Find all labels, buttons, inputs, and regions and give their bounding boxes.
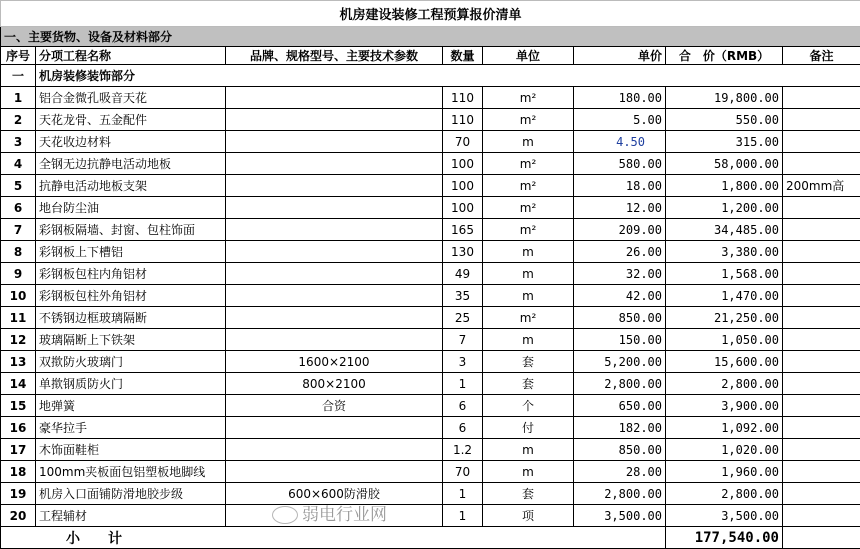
- cell-total: 1,050.00: [666, 329, 783, 351]
- cell-note: [783, 373, 860, 395]
- cell-spec: [226, 417, 443, 439]
- cell-no: 5: [1, 175, 36, 197]
- cell-unit: 套: [483, 351, 574, 373]
- header-unit: 单位: [483, 47, 574, 65]
- cell-price: 28.00: [574, 461, 666, 483]
- cell-total: 21,250.00: [666, 307, 783, 329]
- cell-price: 2,800.00: [574, 483, 666, 505]
- table-row: [1, 241, 860, 263]
- cell-spec: 800×2100: [226, 373, 443, 395]
- cell-unit: m²: [483, 175, 574, 197]
- cell-total: 3,380.00: [666, 241, 783, 263]
- cell-name: 全钢无边抗静电活动地板: [36, 153, 226, 175]
- table-row: [1, 373, 860, 395]
- cell-spec: [226, 439, 443, 461]
- table-row: [1, 439, 860, 461]
- cell-no: 15: [1, 395, 36, 417]
- cell-total: 1,470.00: [666, 285, 783, 307]
- cell-spec: [226, 87, 443, 109]
- cell-name: 玻璃隔断上下铁架: [36, 329, 226, 351]
- cell-total: 1,800.00: [666, 175, 783, 197]
- cell-name: 单揿钢质防火门: [36, 373, 226, 395]
- cell-no: 20: [1, 505, 36, 527]
- cell-spec: 1600×2100: [226, 351, 443, 373]
- cell-spec: [226, 153, 443, 175]
- cell-qty: 130: [443, 241, 483, 263]
- cell-name: 工程辅材: [36, 505, 226, 527]
- table-row: [1, 197, 860, 219]
- cell-unit: m²: [483, 307, 574, 329]
- cell-price: 18.00: [574, 175, 666, 197]
- cell-unit: m: [483, 461, 574, 483]
- cell-note: [783, 87, 860, 109]
- cell-total: 1,568.00: [666, 263, 783, 285]
- cell-unit: 项: [483, 505, 574, 527]
- cell-unit: m²: [483, 197, 574, 219]
- cell-price: 12.00: [574, 197, 666, 219]
- cell-name: 彩钢板包柱外角铝材: [36, 285, 226, 307]
- watermark-text: 弱电行业网: [302, 505, 387, 525]
- subtotal-note: [783, 527, 860, 549]
- cell-spec: [226, 175, 443, 197]
- cell-qty: 100: [443, 197, 483, 219]
- cell-unit: m²: [483, 87, 574, 109]
- cell-price: 5,200.00: [574, 351, 666, 373]
- cell-note: [783, 351, 860, 373]
- cell-unit: m: [483, 263, 574, 285]
- table-row: [1, 263, 860, 285]
- cell-spec: [226, 131, 443, 153]
- header-row: [1, 47, 860, 65]
- wechat-icon: [272, 506, 298, 524]
- cell-unit: m²: [483, 219, 574, 241]
- cell-qty: 70: [443, 461, 483, 483]
- cell-no: 10: [1, 285, 36, 307]
- subsection-no: 一: [1, 65, 36, 87]
- cell-qty: 35: [443, 285, 483, 307]
- cell-unit: m: [483, 285, 574, 307]
- header-qty: 数量: [443, 47, 483, 65]
- cell-note: [783, 109, 860, 131]
- cell-spec: [226, 461, 443, 483]
- cell-spec: [226, 109, 443, 131]
- table-row: [1, 505, 860, 527]
- watermark: [272, 505, 387, 525]
- cell-price: 3,500.00: [574, 505, 666, 527]
- subtotal-value: 177,540.00: [666, 527, 783, 549]
- cell-name: 地弹簧: [36, 395, 226, 417]
- cell-price: 5.00: [574, 109, 666, 131]
- cell-unit: 套: [483, 373, 574, 395]
- cell-no: 3: [1, 131, 36, 153]
- cell-price: 182.00: [574, 417, 666, 439]
- cell-price: 180.00: [574, 87, 666, 109]
- cell-qty: 1: [443, 373, 483, 395]
- cell-qty: 110: [443, 109, 483, 131]
- cell-total: 1,020.00: [666, 439, 783, 461]
- table-row: [1, 131, 860, 153]
- cell-total: 15,600.00: [666, 351, 783, 373]
- cell-no: 17: [1, 439, 36, 461]
- cell-name: 豪华拉手: [36, 417, 226, 439]
- cell-unit: m: [483, 241, 574, 263]
- cell-name: 双揿防火玻璃门: [36, 351, 226, 373]
- cell-name: 不锈钢边框玻璃隔断: [36, 307, 226, 329]
- header-note: 备注: [783, 47, 860, 65]
- cell-total: 58,000.00: [666, 153, 783, 175]
- cell-name: 天花龙骨、五金配件: [36, 109, 226, 131]
- cell-unit: m²: [483, 153, 574, 175]
- sheet-title: 机房建设装修工程预算报价清单: [1, 1, 860, 27]
- cell-name: 铝合金微孔吸音天花: [36, 87, 226, 109]
- table-row: [1, 219, 860, 241]
- cell-note: [783, 505, 860, 527]
- cell-note: [783, 197, 860, 219]
- table-row: [1, 461, 860, 483]
- cell-name: 天花收边材料: [36, 131, 226, 153]
- cell-qty: 1: [443, 505, 483, 527]
- cell-spec: [226, 307, 443, 329]
- cell-price: 42.00: [574, 285, 666, 307]
- cell-total: 2,800.00: [666, 483, 783, 505]
- cell-no: 1: [1, 87, 36, 109]
- cell-note: [783, 219, 860, 241]
- cell-qty: 6: [443, 417, 483, 439]
- cell-note: [783, 461, 860, 483]
- cell-no: 11: [1, 307, 36, 329]
- cell-no: 4: [1, 153, 36, 175]
- cell-price: 850.00: [574, 439, 666, 461]
- cell-price: 4.50: [574, 131, 666, 153]
- cell-note: [783, 285, 860, 307]
- cell-name: 100mm夹板面包铝塑板地脚线: [36, 461, 226, 483]
- cell-note: [783, 417, 860, 439]
- cell-qty: 165: [443, 219, 483, 241]
- cell-qty: 100: [443, 153, 483, 175]
- cell-price: 580.00: [574, 153, 666, 175]
- cell-qty: 49: [443, 263, 483, 285]
- cell-no: 2: [1, 109, 36, 131]
- cell-no: 9: [1, 263, 36, 285]
- cell-spec: [226, 241, 443, 263]
- cell-unit: m: [483, 329, 574, 351]
- cell-no: 19: [1, 483, 36, 505]
- cell-unit: 个: [483, 395, 574, 417]
- table-row: [1, 395, 860, 417]
- table-row: [1, 109, 860, 131]
- cell-qty: 1.2: [443, 439, 483, 461]
- table-row: [1, 351, 860, 373]
- cell-no: 14: [1, 373, 36, 395]
- cell-qty: 110: [443, 87, 483, 109]
- cell-qty: 7: [443, 329, 483, 351]
- cell-unit: 付: [483, 417, 574, 439]
- cell-price: 850.00: [574, 307, 666, 329]
- cell-price: 209.00: [574, 219, 666, 241]
- cell-note: 200mm高: [783, 175, 860, 197]
- cell-note: [783, 263, 860, 285]
- cell-unit: m: [483, 131, 574, 153]
- cell-note: [783, 439, 860, 461]
- subsection-name: 机房装修装饰部分: [36, 65, 860, 87]
- cell-qty: 70: [443, 131, 483, 153]
- cell-price: 650.00: [574, 395, 666, 417]
- header-total: 合 价（RMB）: [666, 47, 783, 65]
- table-row: [1, 285, 860, 307]
- cell-total: 1,092.00: [666, 417, 783, 439]
- cell-qty: 1: [443, 483, 483, 505]
- cell-spec: [226, 285, 443, 307]
- table-row: [1, 329, 860, 351]
- cell-price: 2,800.00: [574, 373, 666, 395]
- cell-no: 7: [1, 219, 36, 241]
- table-row: [1, 307, 860, 329]
- table-row: [1, 175, 860, 197]
- cell-note: [783, 329, 860, 351]
- table-row: [1, 417, 860, 439]
- cell-note: [783, 241, 860, 263]
- cell-unit: m²: [483, 109, 574, 131]
- header-price: 单价: [574, 47, 666, 65]
- subsection-row: [1, 65, 860, 87]
- cell-name: 机房入口面铺防滑地胶步级: [36, 483, 226, 505]
- header-spec: 品牌、规格型号、主要技术参数: [226, 47, 443, 65]
- cell-total: 1,960.00: [666, 461, 783, 483]
- cell-note: [783, 131, 860, 153]
- cell-price: 32.00: [574, 263, 666, 285]
- cell-spec: [226, 263, 443, 285]
- cell-total: 3,900.00: [666, 395, 783, 417]
- cell-no: 8: [1, 241, 36, 263]
- cell-total: 550.00: [666, 109, 783, 131]
- cell-total: 19,800.00: [666, 87, 783, 109]
- section-heading: 一、主要货物、设备及材料部分: [1, 27, 860, 47]
- cell-spec: [226, 329, 443, 351]
- cell-total: 34,485.00: [666, 219, 783, 241]
- cell-spec: [226, 197, 443, 219]
- cell-name: 彩钢板上下槽铝: [36, 241, 226, 263]
- cell-note: [783, 483, 860, 505]
- cell-total: 2,800.00: [666, 373, 783, 395]
- cell-no: 12: [1, 329, 36, 351]
- cell-no: 18: [1, 461, 36, 483]
- header-no: 序号: [1, 47, 36, 65]
- table-row: [1, 483, 860, 505]
- cell-no: 16: [1, 417, 36, 439]
- cell-total: 3,500.00: [666, 505, 783, 527]
- cell-name: 彩钢板包柱内角铝材: [36, 263, 226, 285]
- cell-unit: 套: [483, 483, 574, 505]
- cell-qty: 3: [443, 351, 483, 373]
- cell-qty: 100: [443, 175, 483, 197]
- cell-no: 6: [1, 197, 36, 219]
- subtotal-row: [1, 527, 860, 549]
- cell-note: [783, 395, 860, 417]
- cell-name: 地台防尘油: [36, 197, 226, 219]
- cell-spec: 合资: [226, 395, 443, 417]
- cell-unit: m: [483, 439, 574, 461]
- cell-total: 315.00: [666, 131, 783, 153]
- cell-price: 26.00: [574, 241, 666, 263]
- table-row: [1, 87, 860, 109]
- cell-name: 木饰面鞋柜: [36, 439, 226, 461]
- cell-qty: 25: [443, 307, 483, 329]
- cell-total: 1,200.00: [666, 197, 783, 219]
- cell-price: 150.00: [574, 329, 666, 351]
- cell-spec: [226, 219, 443, 241]
- cell-note: [783, 307, 860, 329]
- cell-spec: 600×600防滑胶: [226, 483, 443, 505]
- cell-qty: 6: [443, 395, 483, 417]
- cell-name: 彩钢板隔墙、封窗、包柱饰面: [36, 219, 226, 241]
- cell-note: [783, 153, 860, 175]
- header-name: 分项工程名称: [36, 47, 226, 65]
- cell-name: 抗静电活动地板支架: [36, 175, 226, 197]
- cell-no: 13: [1, 351, 36, 373]
- table-row: [1, 153, 860, 175]
- subtotal-label: 小 计: [1, 527, 666, 549]
